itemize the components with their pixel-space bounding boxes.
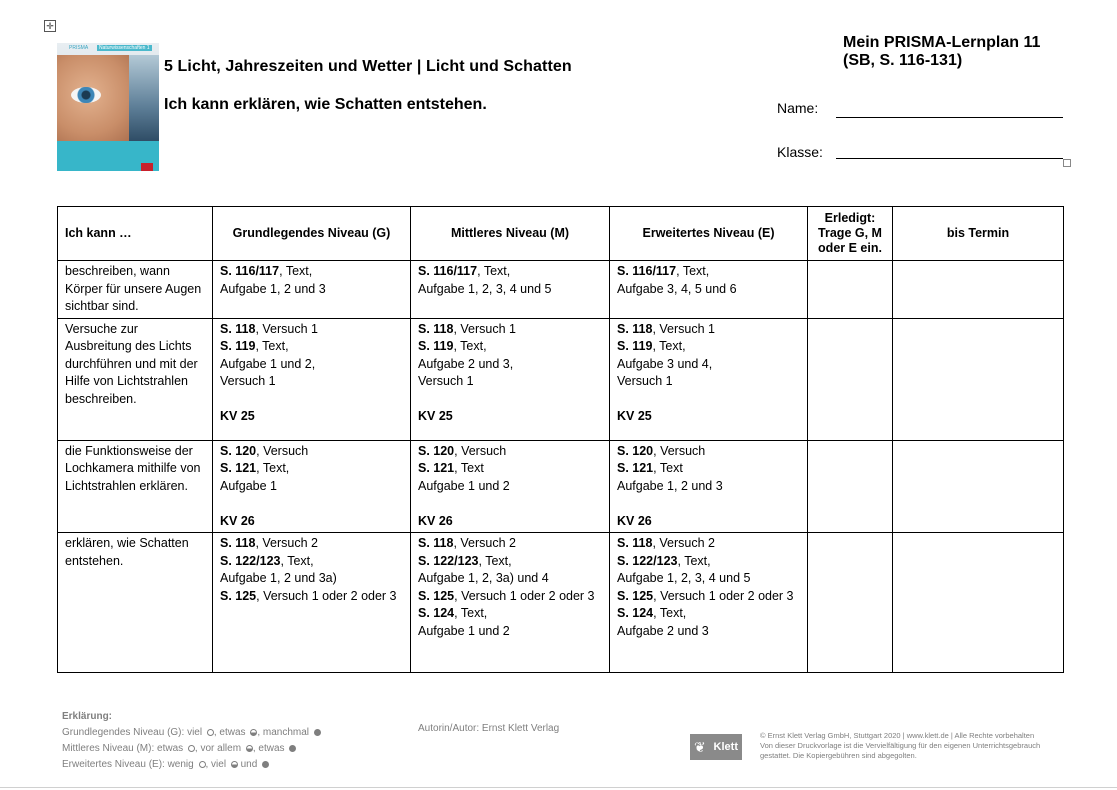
page-reference: S. 122/123 <box>617 553 678 568</box>
page-reference: KV 26 <box>220 513 255 528</box>
table-header-row <box>58 207 1064 261</box>
page-reference: S. 120 <box>617 443 654 458</box>
page-reference: S. 118 <box>617 321 653 336</box>
task-text: Aufgabe 3, 4, 5 und 6 <box>617 281 737 296</box>
task-line <box>220 443 403 461</box>
task-line <box>220 513 403 531</box>
task-line <box>617 443 800 461</box>
legend-g <box>62 725 321 741</box>
name-label: Name: <box>777 100 819 116</box>
page-reference: S. 118 <box>418 536 454 550</box>
task-text: , Text, <box>280 553 314 568</box>
klett-logo-text: Klett <box>713 741 738 753</box>
page-reference: KV 25 <box>617 409 652 423</box>
task-text: Aufgabe 2 und 3 <box>617 623 709 638</box>
legend-e-text-b: , viel <box>205 759 227 770</box>
page-reference: S. 118 <box>617 536 653 550</box>
task-line <box>617 373 800 391</box>
header-erweitert: Erweitertes Niveau (E) <box>610 207 808 261</box>
page-reference: S. 118 <box>220 536 256 550</box>
done-input-cell[interactable] <box>808 533 893 673</box>
page-reference: S. 118 <box>418 321 454 336</box>
page-reference: KV 26 <box>418 513 453 528</box>
page-title: 5 Licht, Jahreszeiten und Wetter | Licht und Schatten <box>164 58 572 75</box>
task-cell-e <box>610 440 808 533</box>
task-line <box>220 321 403 339</box>
task-line <box>418 321 602 339</box>
due-date-input-cell[interactable] <box>893 318 1064 440</box>
legend <box>62 709 321 773</box>
cover-subtitle: Naturwissenschaften 1 <box>99 45 150 51</box>
page-reference: KV 25 <box>220 409 255 423</box>
task-line <box>617 513 800 531</box>
plan-title <box>843 34 1063 70</box>
line-gap <box>220 391 403 409</box>
page-reference: S. 125 <box>220 588 257 603</box>
task-text: , Versuch 1 <box>453 321 516 336</box>
task-line <box>617 356 800 374</box>
circle-full-icon <box>314 729 321 736</box>
header-termin: bis Termin <box>893 207 1064 261</box>
legend-m <box>62 741 321 757</box>
line-gap <box>418 495 602 513</box>
task-line <box>617 263 800 281</box>
task-text: Aufgabe 1, 2, 3a) und 4 <box>418 571 549 585</box>
task-line <box>418 478 602 496</box>
page-reference: S. 116/117 <box>220 264 280 278</box>
line-gap <box>617 391 800 409</box>
page-reference: S. 119 <box>418 339 454 353</box>
copyright-line-2: Von dieser Druckvorlage ist die Vervielfältigung für den eigenen Unterrichtsgebrauch <box>760 741 1041 750</box>
table-move-handle-icon[interactable]: ✛ <box>44 20 56 32</box>
task-text: Aufgabe 1, 2 und 3a) <box>220 571 337 585</box>
task-cell-m <box>411 440 610 533</box>
task-line <box>617 553 800 571</box>
legend-g-text-c: , manchmal <box>257 727 310 738</box>
header-erledigt: Erledigt: Trage G, M oder E ein. <box>808 207 893 261</box>
task-text: , Versuch 1 oder 2 oder 3 <box>256 588 397 603</box>
circle-empty-icon <box>199 761 206 768</box>
table-row <box>58 318 1064 440</box>
task-text: , Text, <box>653 606 687 620</box>
task-line <box>617 338 800 356</box>
header-mittel: Mittleres Niveau (M) <box>411 207 610 261</box>
task-line <box>418 460 602 478</box>
task-text: Versuch 1 <box>418 374 474 388</box>
circle-empty-icon <box>188 745 195 752</box>
page-reference: S. 116/117 <box>617 264 677 278</box>
page-reference: S. 125 <box>418 588 455 603</box>
task-text: , Text, <box>677 553 711 568</box>
copyright-line-1: © Ernst Klett Verlag GmbH, Stuttgart 2020 | www.klett.de | Alle Rechte vorbehalten <box>760 731 1035 740</box>
task-text: , Versuch 1 oder 2 oder 3 <box>653 588 794 603</box>
class-label: Klasse: <box>777 144 823 160</box>
task-text: , Text, <box>453 339 487 353</box>
task-line <box>617 623 800 641</box>
task-line <box>617 570 800 588</box>
task-text: Aufgabe 1, 2, 3, 4 und 5 <box>617 571 751 585</box>
due-date-input-cell[interactable] <box>893 261 1064 319</box>
circle-half-icon <box>231 761 238 768</box>
page-reference: KV 26 <box>617 513 652 528</box>
task-text: Aufgabe 1 und 2 <box>418 623 510 638</box>
legend-m-text-c: , etwas <box>252 743 285 754</box>
circle-half-icon <box>246 745 253 752</box>
task-line <box>617 408 800 426</box>
task-cell-g <box>213 318 411 440</box>
line-gap <box>617 495 800 513</box>
task-text: , Versuch 1 oder 2 oder 3 <box>454 588 595 603</box>
task-text: Aufgabe 1, 2, 3, 4 und 5 <box>418 281 552 296</box>
task-line <box>220 263 403 281</box>
task-text: , Versuch <box>256 443 309 458</box>
done-input-cell[interactable] <box>808 440 893 533</box>
can-do-statement: erklären, wie Schatten entstehen. <box>58 533 213 673</box>
legend-m-text-b: , vor allem <box>194 743 242 754</box>
table-row <box>58 440 1064 533</box>
task-text: Versuch 1 <box>220 374 276 388</box>
task-cell-m <box>411 533 610 673</box>
page-reference: S. 119 <box>617 339 653 353</box>
task-text: , Versuch <box>653 443 706 458</box>
done-input-cell[interactable] <box>808 261 893 319</box>
task-line <box>220 478 403 496</box>
can-do-statement: die Funktionsweise der Lochkamera mithilfe von Lichtstrahlen erklären. <box>58 440 213 533</box>
task-text: Aufgabe 2 und 3, <box>418 356 514 371</box>
task-line <box>220 535 403 553</box>
legend-g-text-b: , etwas <box>213 727 246 738</box>
task-text: , Versuch 2 <box>255 536 318 550</box>
task-cell-m <box>411 318 610 440</box>
task-text: , Text, <box>255 339 289 353</box>
task-line <box>220 570 403 588</box>
task-text: Aufgabe 1 und 2, <box>220 356 316 371</box>
page-reference: S. 120 <box>220 443 257 458</box>
task-line <box>418 356 602 374</box>
page-reference: S. 122/123 <box>418 553 479 568</box>
task-line <box>220 408 403 426</box>
task-text: Versuch 1 <box>617 374 673 388</box>
task-text: , Text, <box>256 461 290 475</box>
task-line <box>220 373 403 391</box>
table-row <box>58 533 1064 673</box>
task-line <box>220 338 403 356</box>
legend-m-text-a: Mittleres Niveau (M): etwas <box>62 743 184 754</box>
cover-klett-mark <box>141 163 153 171</box>
cover-eye <box>71 87 101 103</box>
task-line <box>617 460 800 478</box>
task-line <box>418 513 602 531</box>
task-text: , Versuch 1 <box>255 321 318 336</box>
task-cell-g <box>213 440 411 533</box>
task-text: , Text, <box>676 264 710 278</box>
page-reference: S. 121 <box>418 461 455 475</box>
task-line <box>220 588 403 606</box>
book-cover-image <box>57 43 159 171</box>
cover-brand: PRISMA <box>69 45 89 51</box>
task-line <box>418 623 602 641</box>
task-text: , Versuch 2 <box>453 536 516 550</box>
page-reference: S. 121 <box>617 461 654 475</box>
page-reference: S. 119 <box>220 339 256 353</box>
name-field[interactable] <box>836 117 1063 118</box>
copyright-notice <box>760 731 1070 761</box>
task-line <box>617 478 800 496</box>
task-line <box>418 553 602 571</box>
class-field[interactable] <box>836 158 1063 159</box>
task-cell-g <box>213 261 411 319</box>
due-date-input-cell[interactable] <box>893 533 1064 673</box>
task-line <box>220 553 403 571</box>
page-reference: S. 120 <box>418 443 455 458</box>
circle-empty-icon <box>207 729 214 736</box>
page-bottom-rule <box>0 787 1117 788</box>
task-text: Aufgabe 1, 2 und 3 <box>617 478 723 493</box>
task-text: , Versuch 1 <box>652 321 715 336</box>
task-text: Aufgabe 1 <box>220 478 277 493</box>
task-text: , Text <box>454 461 484 475</box>
line-gap <box>418 391 602 409</box>
task-line <box>220 460 403 478</box>
task-text: , Text, <box>279 264 313 278</box>
page-reference: S. 118 <box>220 321 256 336</box>
task-line <box>418 443 602 461</box>
task-line <box>617 588 800 606</box>
task-line <box>418 588 602 606</box>
task-line <box>418 605 602 623</box>
task-text: Aufgabe 1 und 2 <box>418 478 510 493</box>
legend-g-text-a: Grundlegendes Niveau (G): viel <box>62 727 203 738</box>
task-line <box>418 281 602 299</box>
task-line <box>220 356 403 374</box>
task-cell-m <box>411 261 610 319</box>
page-reference: S. 124 <box>617 606 654 620</box>
page-reference: KV 25 <box>418 409 453 423</box>
task-cell-e <box>610 533 808 673</box>
table-row <box>58 261 1064 319</box>
header-ich-kann: Ich kann … <box>58 207 213 261</box>
task-line <box>617 535 800 553</box>
header-grundlegend: Grundlegendes Niveau (G) <box>213 207 411 261</box>
legend-e-text-a: Erweitertes Niveau (E): wenig <box>62 759 194 770</box>
task-cell-g <box>213 533 411 673</box>
learning-goal: Ich kann erklären, wie Schatten entstehen. <box>164 96 487 113</box>
done-input-cell[interactable] <box>808 318 893 440</box>
can-do-statement: Versuche zur Ausbreitung des Lichts durchführen und mit der Hilfe von Lichtstrahlen beschreiben. <box>58 318 213 440</box>
klett-leaf-icon: ❦ <box>694 739 706 755</box>
circle-full-icon <box>262 761 269 768</box>
task-text: , Text, <box>477 264 511 278</box>
task-line <box>617 605 800 623</box>
plan-title-line1: Mein PRISMA-Lernplan 11 <box>843 34 1041 51</box>
page-reference: S. 121 <box>220 461 257 475</box>
task-text: Aufgabe 3 und 4, <box>617 356 713 371</box>
task-line <box>617 321 800 339</box>
page-reference: S. 125 <box>617 588 654 603</box>
task-cell-e <box>610 318 808 440</box>
task-line <box>418 338 602 356</box>
klett-logo <box>690 734 742 760</box>
due-date-input-cell[interactable] <box>893 440 1064 533</box>
task-line <box>418 408 602 426</box>
task-text: , Text <box>653 461 683 475</box>
legend-e <box>62 757 321 773</box>
legend-e-text-c: und <box>240 759 258 770</box>
task-text: Aufgabe 1, 2 und 3 <box>220 281 326 296</box>
page-reference: S. 124 <box>418 606 455 620</box>
task-text: , Text, <box>478 553 512 568</box>
cover-sea <box>129 55 159 141</box>
task-line <box>418 535 602 553</box>
resize-handle-icon[interactable] <box>1063 159 1071 167</box>
task-cell-e <box>610 261 808 319</box>
task-line <box>418 263 602 281</box>
task-text: , Versuch 2 <box>652 536 715 550</box>
task-line <box>418 373 602 391</box>
can-do-statement: beschreiben, wann Körper für unsere Augen sichtbar sind. <box>58 261 213 319</box>
line-gap <box>220 495 403 513</box>
plan-title-line2: (SB, S. 116-131) <box>843 52 963 69</box>
legend-title: Erklärung: <box>62 711 113 722</box>
task-line <box>617 281 800 299</box>
circle-full-icon <box>289 745 296 752</box>
task-line <box>220 281 403 299</box>
task-line <box>418 570 602 588</box>
page-reference: S. 116/117 <box>418 264 478 278</box>
task-text: , Text, <box>652 339 686 353</box>
task-text: , Text, <box>454 606 488 620</box>
task-text: , Versuch <box>454 443 507 458</box>
page-reference: S. 122/123 <box>220 553 281 568</box>
author-credit: Autorin/Autor: Ernst Klett Verlag <box>418 723 560 734</box>
copyright-line-3: gestattet. Die Kopiergebühren sind abgegolten. <box>760 751 917 760</box>
learning-plan-table <box>57 206 1064 673</box>
